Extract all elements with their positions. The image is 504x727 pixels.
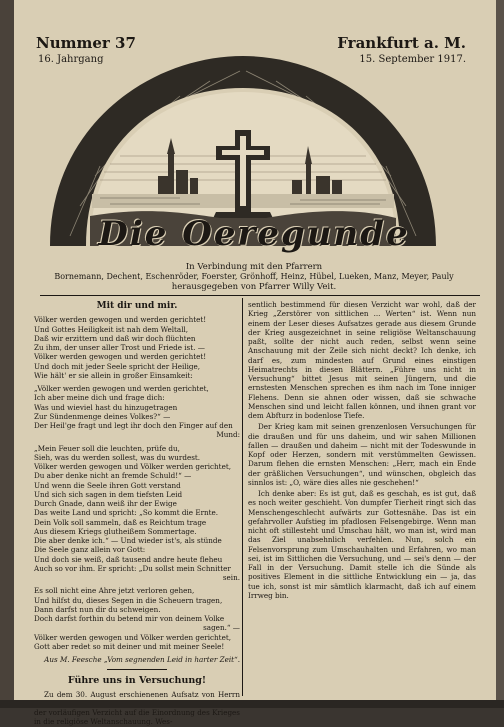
poem-attribution: Aus M. Feesche „Vom segnenden Leid in harter Zeit“. — [44, 655, 240, 664]
poem-line: Das weite Land und spricht: „So kommt die Ernte. — [34, 508, 219, 518]
poem-line: Wie hält' er sie allein in großer Einsamkeit: — [34, 370, 193, 380]
right-column — [248, 300, 476, 600]
poem-line: Du aber denke nicht an fremde Schuld!“ — — [34, 471, 192, 481]
poem-line: Was und wieviel hast du hinzugetragen — [34, 402, 178, 412]
poem-line: Ich aber meine dich und frage dich: — [34, 393, 165, 403]
poem-line: Und doch mit jeder Seele spricht der Heilige, — [34, 361, 201, 371]
volume-label: 16. Jahrgang — [38, 54, 104, 65]
poem-line: Und sich sich sagen in dem tiefsten Leid — [34, 489, 183, 499]
poem-line: Die Seele ganz allein vor Gott: — [34, 545, 146, 555]
page-bottom-edge — [0, 700, 504, 708]
article-paragraph: sentlich bestimmend für diesen Verzicht war wohl, daß der Krieg „Zerstörer von sittlichen ... Werten“ ist. Wenn nun einem der Leser dieses Aufsatzes gerade aus diesem Grunde der Krieg ausgezeichnet in seine religiöse Weltanschauung paßt, sollte der nicht auch reden, selbst wenn seine Anschauung mit der Zeile sich nicht deckt? Ich denke, ich darf es, zum mindesten auf Grund eines einstigen Heimatrechts in diesen Blättern. „Führe uns nicht in Versuchung“ bittet Jesus mit seinen Jüngern, und die ernstesten Menschen sprechen es ihm nach im Tone inniger Flehens. Denn sie ahnen oder wissen, daß sie schwache Menschen sind und leicht fallen können, und ihnen grant vor dem Abfturz in bodenlose Tiefe. — [248, 300, 476, 420]
poem-line: Völker werden gewogen und werden gerichtet! — [34, 315, 207, 325]
masthead-line2: Bornemann, Dechent, Eschenröder, Foerster, Grönhoff, Heinz, Hübel, Lueken, Manz, Meyer, Pauly — [54, 272, 454, 281]
poem-line: „Völker werden gewogen und werden gerichtet, — [34, 384, 209, 393]
left-column — [34, 300, 240, 727]
poem-line: Und wenn die Seele ihren Gott verstand — [34, 480, 181, 490]
poem-stanza-4 — [34, 586, 240, 651]
section-separator — [107, 669, 167, 670]
article-paragraph: Der Krieg kam mit seinen grenzenlosen Versuchungen für die draußen und für uns daheim, und wir sahen Millionen fallen — draußen und daheim — nicht mit der Todeswunde in Kopf oder Herzen, sondern mit verstümmelten Gewissen. Darum flehen die ernsten Menschen: „Herr, mach ein Ende der gräßlichen Versuchungen“, und wünschen, obgleich das sinnlos ist: „O, wäre dies alles nie geschehen!“ — [248, 422, 476, 487]
book-binding-edge — [0, 0, 14, 708]
article-paragraph: Ich denke aber: Es ist gut, daß es geschah, es ist gut, daß es noch weiter geschieht. Von dumpfer Tierheit ringt sich das Menschengeschlecht aufwärts zur Gottesnähe. Das ist ein gefahrvoller Aufstieg im pfadlosen Felsengebirge. Wenn man nicht oft stillesteht und Umschau hält, wo man ist, wird man das Ziel unabsehnlich verfehlen. Nun, solch ein Felsenvorsprung zum Umschauhalten und Erfahren, wo man sei, ist im Sittlichen die Versuchung, und — sei's denn — der Fall in der Versuchung. Damit stelle ich die Sünde als positives Element in die sittliche Entwicklung ein — ja, das tue ich, sonst ist mir sämtlich klarmacht, daß ich auf einem Irrweg bin. — [248, 489, 476, 600]
masthead-rule — [40, 295, 480, 296]
poem-line: sein. — [222, 573, 240, 582]
poem-line: Und hilfst du, dieses Segen in die Scheuern tragen, — [34, 595, 223, 605]
masthead-line3: herausgegeben von Pfarrer Willy Veit. — [171, 282, 337, 292]
poem-line: Zur Sündenmenge deines Volkes?“ — — [34, 411, 171, 421]
poem-line: Die aber denke ich.“ — Und wieder ist's, als stünde — [34, 536, 222, 545]
poem-line: Dein Volk soll sammeln, daß es Reichtum trage — [34, 517, 207, 527]
poem-title: Mit dir und mir. — [96, 301, 178, 311]
issue-place: Frankfurt a. M. — [337, 34, 466, 52]
poem-line: Dann darfst nun dir du schweigen. — [34, 604, 161, 614]
poem-line: Völker werden gewogen und werden gerichtet! — [34, 352, 207, 362]
poem-stanza-3 — [34, 444, 240, 583]
article-title: Führe uns in Versuchung! — [67, 675, 207, 687]
poem-line: Gott aber redet so mit deiner und mit meiner Seele! — [34, 641, 225, 651]
poem-line: Es soll nicht eine Ahre jetzt verloren gehen, — [34, 586, 195, 596]
page-right-edge — [496, 0, 504, 708]
poem-line: Doch darfst forthin du betend mir von deinem Volke — [34, 614, 225, 623]
poem-line: Und Gottes Heiligkeit ist nah dem Weltall, — [34, 324, 189, 334]
poem-line: Und doch sie weiß, daß tausend andre heute fleheu — [34, 554, 223, 564]
poem-line: Aus diesem Kriegs glutheißem Sommertage. — [34, 526, 197, 536]
poem-line: Der Heil'ge fragt und legt ihr doch den Finger auf den — [34, 421, 233, 430]
masthead-line1: In Verbindung mit den Pfarrern — [185, 262, 323, 272]
poem-line: Durch Gnade, dann weiß ihr der Ewige — [34, 499, 177, 508]
poem-line: „Mein Feuer soll die leuchten, prüfe du, — [34, 443, 180, 453]
newspaper-page — [14, 0, 496, 727]
issue-date: 15. September 1917. — [359, 54, 466, 65]
poem-line: Auch so vor ihm. Er spricht: „Du sollst mein Schnitter — [34, 563, 231, 573]
poem-line: Daß wir erzittern und daß wir doch flüchten — [34, 333, 196, 343]
column-divider — [242, 298, 243, 696]
masthead-title: Die Oeregunde — [98, 214, 410, 254]
poem-line: Sieh, was du werden sollest, was du wurdest. — [34, 452, 201, 462]
poem-stanza-1 — [34, 315, 240, 380]
issue-number: Nummer 37 — [36, 34, 136, 52]
poem-line: Zu ihm, der unser aller Trost und Friede ist. — — [34, 343, 205, 352]
poem-line: sagen.“ — — [203, 623, 240, 633]
poem-stanza-2 — [34, 384, 240, 440]
poem-line: Völker werden gewogen und Völker werden gerichtet, — [34, 462, 231, 471]
poem-line: Völker werden gewogen und Völker werden gerichtet, — [34, 632, 231, 642]
article-paragraph: Zu dem 30. August erschienenen Aufsatz von Herrn der vorläufigen Verzicht auf die Einordnung des Krieges in die religiöse Weltanschauung. Wes- — [34, 689, 240, 727]
poem-line: Mund: — [216, 430, 240, 440]
